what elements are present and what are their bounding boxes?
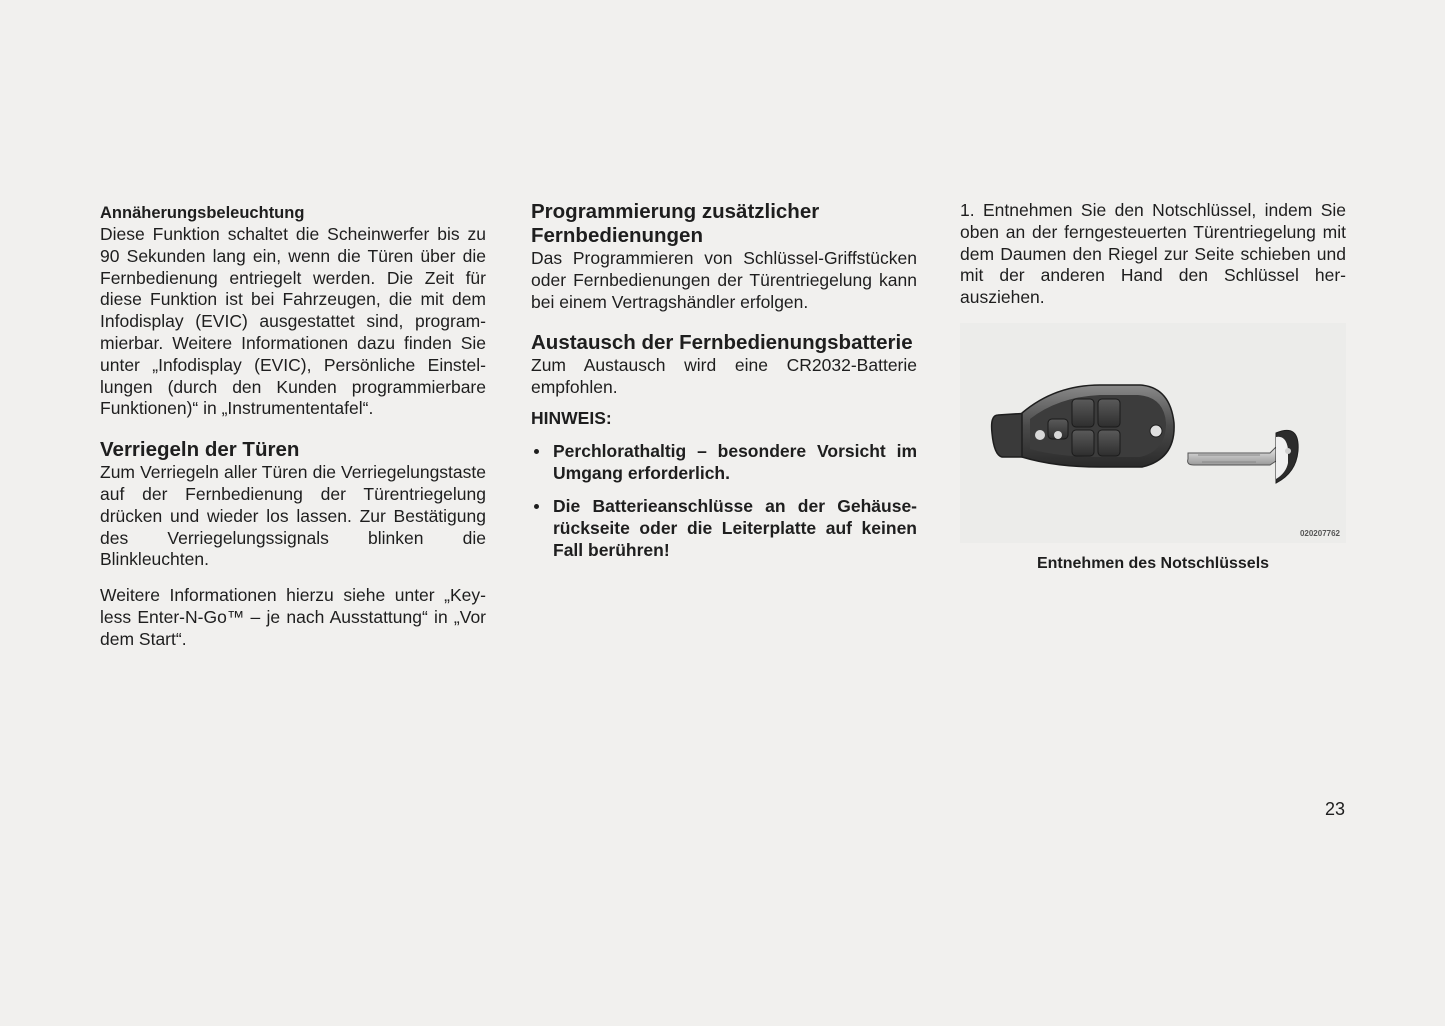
paragraph-battery: Zum Austausch wird eine CR2032-Batterie empfohlen.	[531, 355, 917, 398]
heading-approach-lighting: Annäherungsbeleuchtung	[100, 204, 305, 222]
paragraph-approach-lighting: Diese Funktion schaltet die Scheinwerfer bis zu 90 Sekunden lang ein, wenn die Türen über die Fernbedienung entriegelt werden. Die Zeit für diese Funktion ist bei Fahrzeugen, die mit dem Infodisplay (EVIC) ausgestattet sind, programmierbar. Weitere Informationen dazu finden Sie unter „Infodisplay (EVIC), Persönliche Einstellungen (durch den Kunden programmierbare Funktionen)“ in „Instrumententafel“.	[100, 224, 486, 419]
middle-column	[531, 200, 917, 561]
page-number: 23	[1324, 799, 1345, 819]
key-fob-with-emergency-key-icon	[960, 323, 1346, 543]
list-item: Die Batterieanschlüsse an der Gehäuserückseite oder die Leiterplatte auf keinen Fall berühren!	[531, 495, 917, 561]
figure-caption: Entnehmen des Notschlüssels	[1036, 555, 1270, 572]
heading-lock-doors: Verriegeln der Türen	[100, 438, 300, 462]
figure-code: 020207762	[1299, 529, 1340, 538]
warning-list	[531, 440, 917, 561]
fob-body	[992, 385, 1175, 467]
heading-battery-replacement: Austausch der Fernbedienungsbatterie	[531, 331, 913, 355]
left-column	[100, 200, 486, 651]
paragraph-more-info: Weitere Informationen hierzu siehe unter „Keyless Enter-N-Go™ – je nach Ausstattung“ in „Vor dem Start“.	[100, 585, 486, 649]
note-label: HINWEIS:	[531, 407, 612, 428]
emergency-key	[1188, 430, 1299, 483]
paragraph-programming: Das Programmieren von Schlüssel-Griffstücken oder Fernbedienungen der Türentriegelung kann bei einem Vertragshändler erfolgen.	[531, 248, 917, 312]
paragraph-lock-doors: Zum Verriegeln aller Türen die Verriegelungstaste auf der Fernbedienung der Türentriegelung drücken und wieder los lassen. Zur Bestätigung des Verriegelungssignals blinken die Blinkleuchten.	[100, 462, 486, 570]
right-column	[960, 200, 1346, 309]
key-fob-figure	[960, 323, 1346, 543]
heading-programming: Programmierung zusätzlicher Fernbedienungen	[531, 200, 820, 247]
instruction-step-1: 1. Entnehmen Sie den Notschlüssel, indem Sie oben an der ferngesteuerten Türentriegelung mit dem Daumen den Riegel zur Seite schieben und mit der anderen Hand den Schlüssel herausziehen.	[960, 200, 1346, 308]
list-item: Perchlorathaltig – besondere Vorsicht im Umgang erforderlich.	[531, 440, 917, 484]
